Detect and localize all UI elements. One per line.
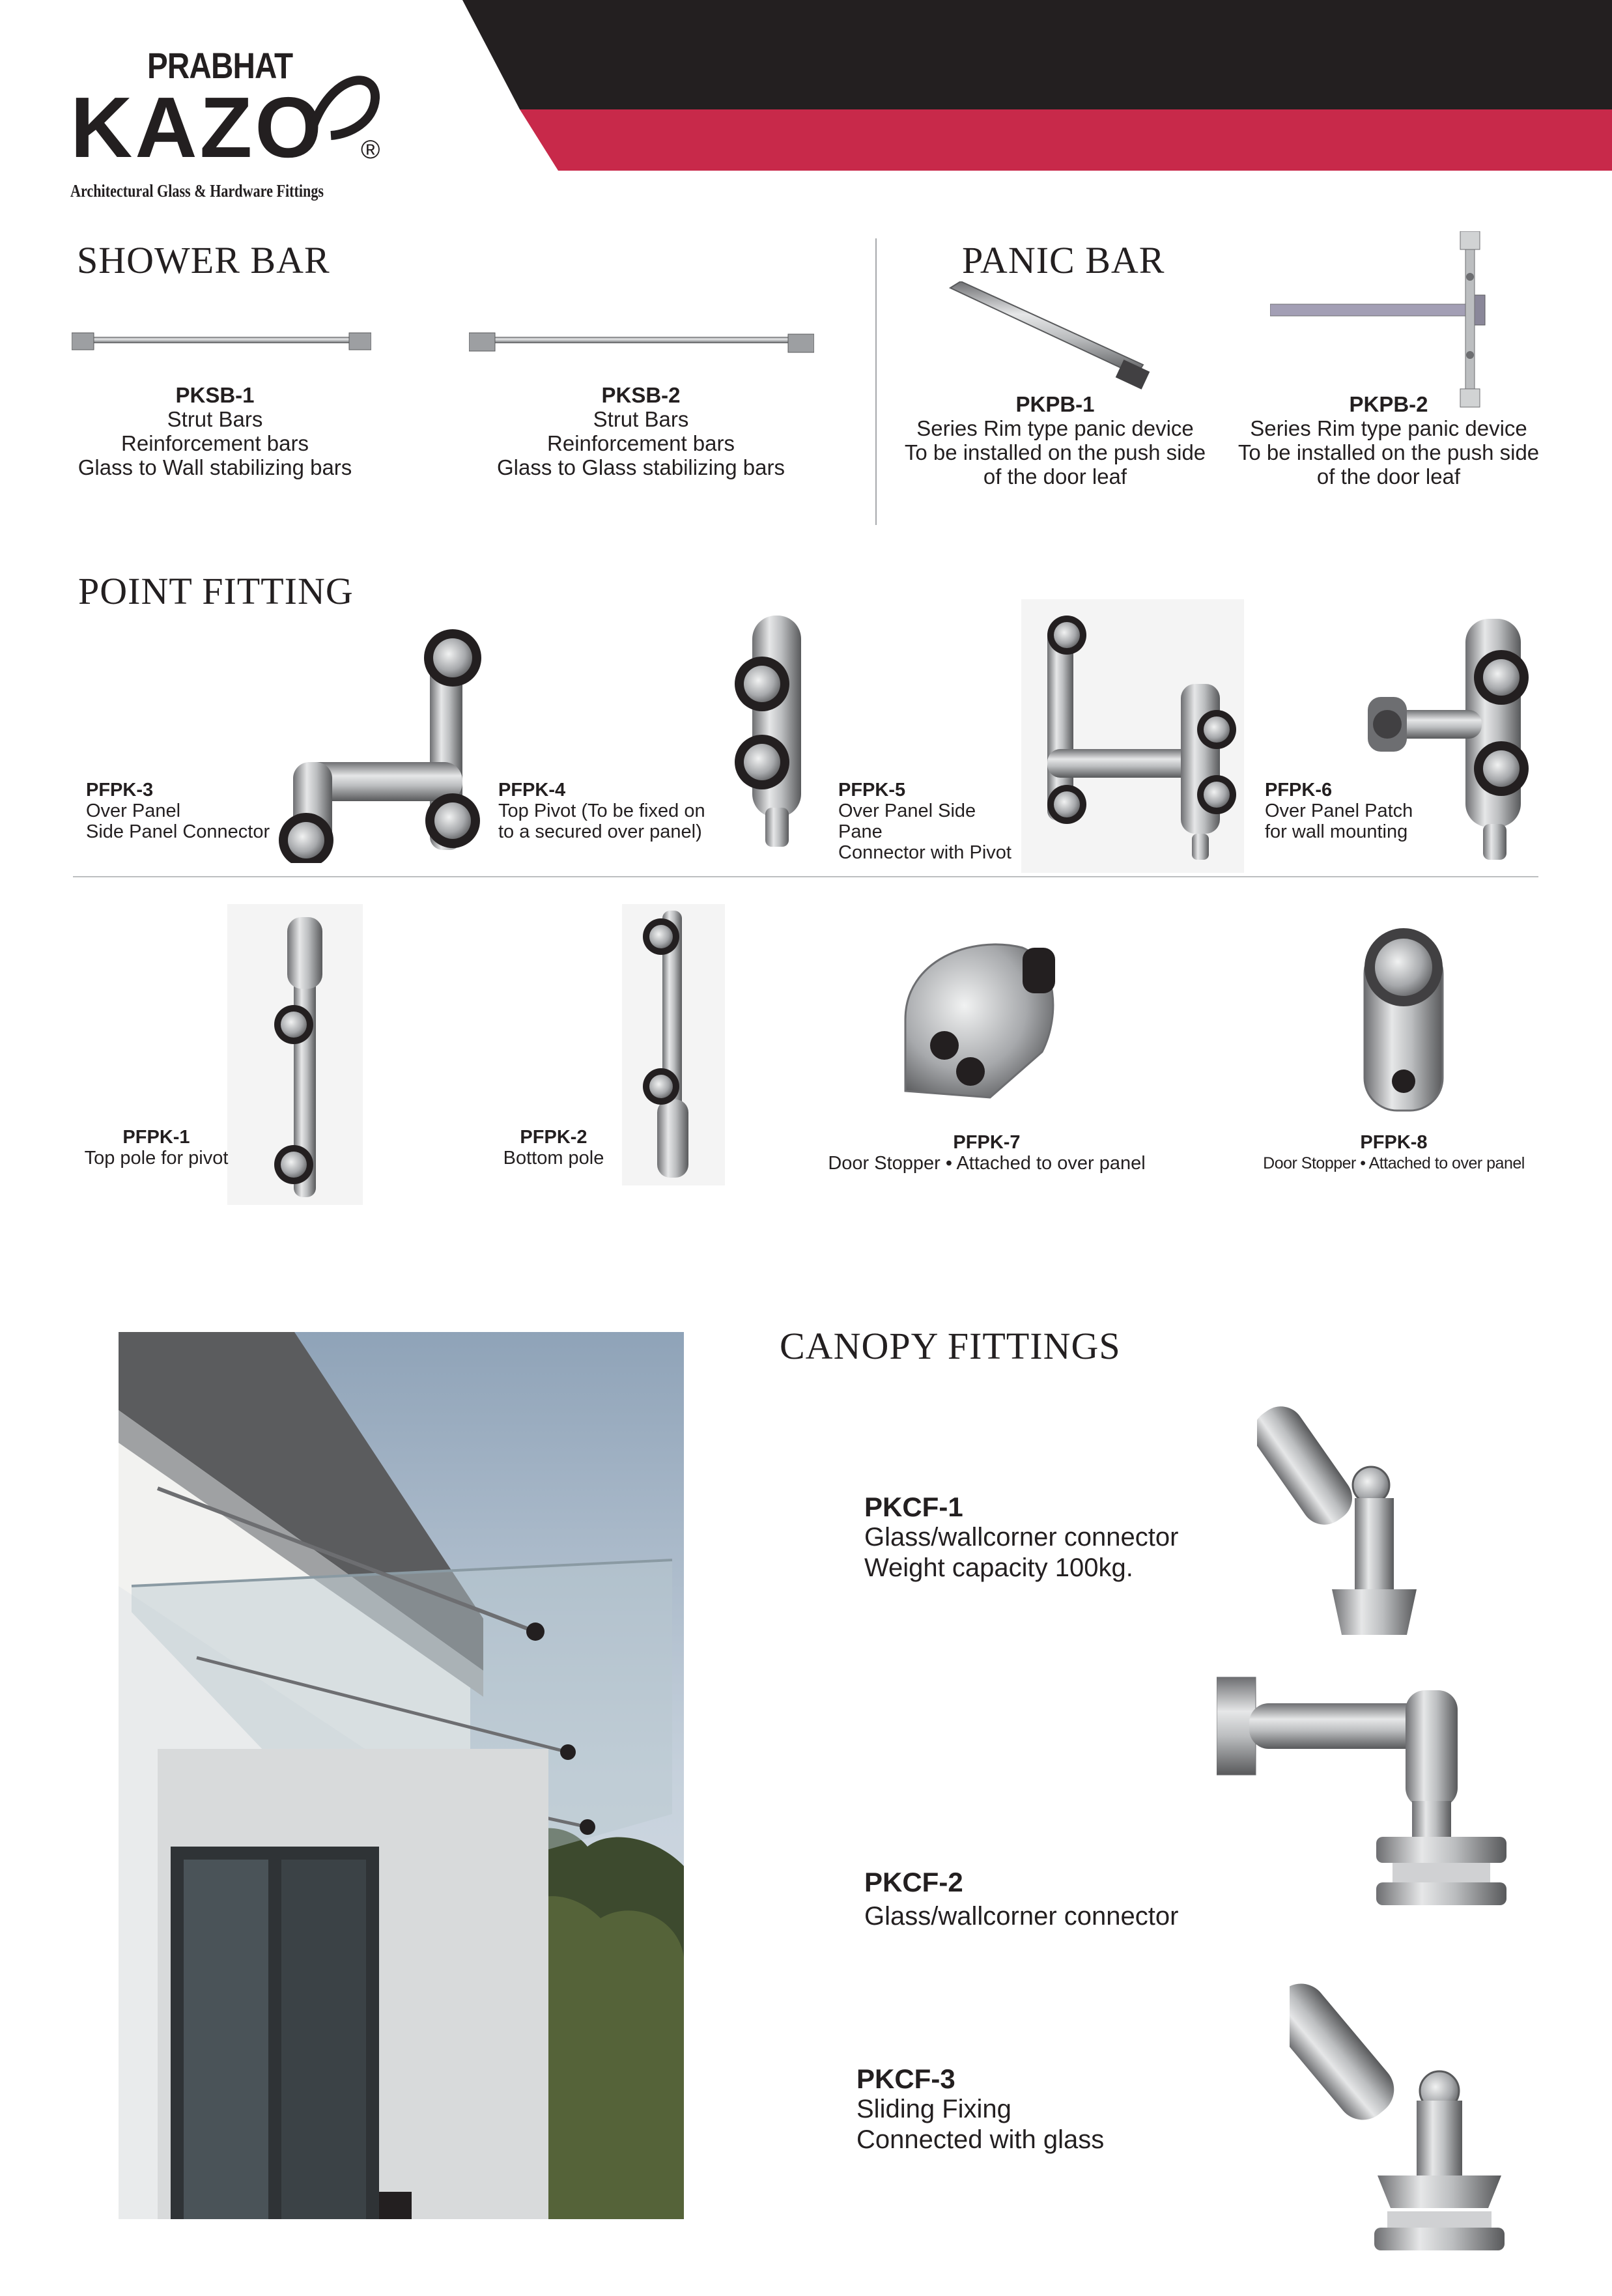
product-line: Reinforcement bars bbox=[121, 431, 309, 455]
panic-bar-image-1 bbox=[948, 281, 1156, 392]
section-divider-horizontal bbox=[73, 876, 1538, 877]
product-line: of the door leaf bbox=[983, 464, 1127, 489]
product-line: Strut Bars bbox=[167, 407, 263, 431]
product-line: Sliding Fixing bbox=[856, 2095, 1011, 2123]
product-code: PKCF-2 bbox=[864, 1867, 963, 1897]
product-pksb-1 bbox=[52, 383, 378, 479]
pfpk-1-image bbox=[227, 904, 363, 1205]
section-title-point-fitting: POINT FITTING bbox=[78, 570, 354, 612]
section-divider-vertical bbox=[875, 238, 877, 525]
product-pkcf-3 bbox=[856, 2063, 1247, 2155]
section-title-canopy-fittings: CANOPY FITTINGS bbox=[780, 1325, 1121, 1367]
brand-top: PRABHAT bbox=[147, 45, 293, 86]
product-pkpb-1 bbox=[892, 392, 1218, 489]
product-line: Over Panel Patch bbox=[1265, 801, 1413, 821]
pfpk-8-image bbox=[1358, 915, 1449, 1117]
product-code: PKSB-1 bbox=[175, 383, 255, 407]
product-pkpb-2 bbox=[1226, 392, 1551, 489]
product-line: Top pole for pivot bbox=[84, 1148, 229, 1169]
pfpk-4-image bbox=[726, 612, 824, 860]
product-line: Over Panel Side Pane bbox=[838, 801, 976, 842]
product-line: Glass to Wall stabilizing bars bbox=[78, 455, 352, 479]
pfpk-3-image bbox=[274, 622, 488, 863]
product-code: PKPB-2 bbox=[1349, 392, 1428, 416]
product-code: PFPK-8 bbox=[1360, 1132, 1428, 1153]
pfpk-2-image bbox=[622, 904, 725, 1185]
product-code: PKCF-1 bbox=[864, 1492, 963, 1522]
product-pfpk-1 bbox=[72, 1127, 241, 1169]
pkcf-2-image bbox=[1217, 1671, 1510, 1912]
product-line: for wall mounting bbox=[1265, 821, 1408, 842]
pkcf-1-image bbox=[1257, 1381, 1426, 1641]
brand-logo bbox=[70, 44, 409, 207]
product-pfpk-3 bbox=[86, 780, 281, 842]
product-line: Connected with glass bbox=[856, 2125, 1105, 2154]
product-line: Side Panel Connector bbox=[86, 821, 270, 842]
panic-bar-image-2 bbox=[1270, 231, 1511, 414]
product-pkcf-2 bbox=[864, 1867, 1255, 1932]
product-pkcf-1 bbox=[864, 1492, 1255, 1583]
swoosh-icon bbox=[305, 63, 383, 147]
section-title-panic-bar: PANIC BAR bbox=[962, 239, 1165, 281]
product-pksb-2 bbox=[478, 383, 804, 479]
product-line: Connector with Pivot bbox=[838, 842, 1011, 863]
product-line: To be installed on the push side bbox=[904, 440, 1206, 464]
product-line: Series Rim type panic device bbox=[1250, 416, 1527, 440]
product-line: to a secured over panel) bbox=[498, 821, 702, 842]
product-code: PKCF-3 bbox=[856, 2063, 955, 2094]
product-pfpk-4 bbox=[498, 780, 720, 842]
canopy-installation-photo bbox=[119, 1332, 684, 2219]
product-line: Bottom pole bbox=[503, 1148, 604, 1169]
product-line: Reinforcement bars bbox=[547, 431, 735, 455]
product-line: Door Stopper • Attached to over panel bbox=[1263, 1154, 1525, 1172]
brand-tagline: Architectural Glass & Hardware Fittings bbox=[70, 181, 324, 201]
shower-bar-image-1 bbox=[72, 329, 371, 355]
product-code: PFPK-3 bbox=[86, 780, 154, 801]
product-line: Weight capacity 100kg. bbox=[864, 1553, 1133, 1582]
product-code: PKSB-2 bbox=[601, 383, 681, 407]
product-line: Top Pivot (To be fixed on bbox=[498, 801, 705, 821]
product-line: Over Panel bbox=[86, 801, 181, 821]
product-pfpk-8 bbox=[1257, 1132, 1531, 1174]
product-line: Strut Bars bbox=[593, 407, 689, 431]
pfpk-7-image bbox=[892, 922, 1068, 1111]
product-line: Glass/wallcorner connector bbox=[864, 1523, 1179, 1552]
product-code: PFPK-5 bbox=[838, 780, 906, 801]
product-line: Series Rim type panic device bbox=[916, 416, 1194, 440]
pkcf-3-image bbox=[1290, 1961, 1511, 2267]
product-pfpk-6 bbox=[1265, 780, 1447, 842]
pfpk-5-image bbox=[1021, 599, 1244, 873]
shower-bar-image-2 bbox=[469, 329, 814, 356]
product-code: PFPK-7 bbox=[953, 1132, 1021, 1153]
product-line: Glass to Glass stabilizing bars bbox=[496, 455, 785, 479]
section-title-shower-bar: SHOWER BAR bbox=[77, 239, 330, 281]
product-code: PFPK-1 bbox=[122, 1127, 190, 1148]
product-code: PFPK-2 bbox=[520, 1127, 587, 1148]
product-code: PFPK-6 bbox=[1265, 780, 1333, 801]
product-line: To be installed on the push side bbox=[1237, 440, 1540, 464]
product-line: Glass/wallcorner connector bbox=[864, 1902, 1179, 1931]
product-line: Door Stopper • Attached to over panel bbox=[828, 1153, 1146, 1174]
registered-mark: ® bbox=[361, 135, 380, 164]
product-pfpk-2 bbox=[495, 1127, 612, 1169]
product-pfpk-7 bbox=[811, 1132, 1163, 1174]
product-code: PFPK-4 bbox=[498, 780, 566, 801]
product-line: of the door leaf bbox=[1316, 464, 1461, 489]
product-code: PKPB-1 bbox=[1015, 392, 1095, 416]
product-pfpk-5 bbox=[838, 780, 1021, 863]
brand-name: KAZO bbox=[70, 79, 324, 175]
